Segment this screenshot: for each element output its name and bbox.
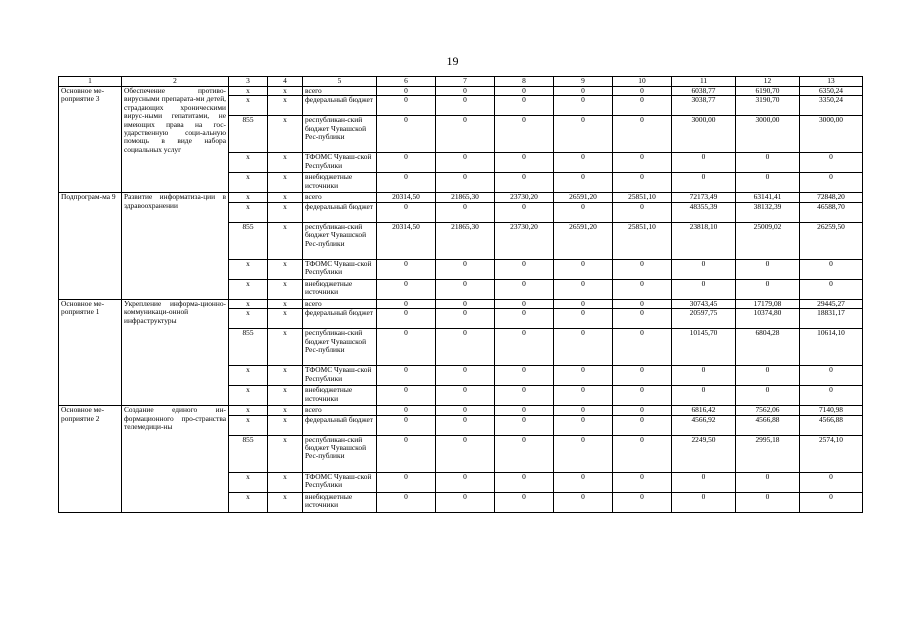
value-cell: 0 (495, 173, 554, 193)
column-3-cell: x (229, 153, 268, 173)
funding-source: ТФОМС Чуваш-ской Республики (303, 366, 377, 386)
value-cell: 0 (436, 492, 495, 512)
value-cell: 38132,39 (736, 202, 800, 222)
value-cell: 0 (377, 116, 436, 153)
column-4-cell: x (268, 299, 303, 308)
value-cell: 0 (613, 153, 672, 173)
value-cell: 0 (495, 153, 554, 173)
value-cell: 0 (377, 386, 436, 406)
value-cell: 0 (436, 329, 495, 366)
value-cell: 0 (800, 173, 863, 193)
value-cell: 7562,06 (736, 406, 800, 415)
funding-source: федеральный бюджет (303, 309, 377, 329)
value-cell: 0 (495, 259, 554, 279)
value-cell: 0 (613, 259, 672, 279)
value-cell: 0 (613, 472, 672, 492)
value-cell: 0 (613, 202, 672, 222)
value-cell: 0 (736, 366, 800, 386)
value-cell: 0 (554, 153, 613, 173)
value-cell: 46588,70 (800, 202, 863, 222)
value-cell: 0 (613, 492, 672, 512)
value-cell: 0 (495, 329, 554, 366)
value-cell: 0 (377, 435, 436, 472)
column-header: 12 (736, 77, 800, 87)
value-cell: 25009,02 (736, 222, 800, 259)
value-cell: 0 (436, 472, 495, 492)
value-cell: 0 (554, 279, 613, 299)
column-4-cell: x (268, 406, 303, 415)
value-cell: 4566,92 (672, 415, 736, 435)
value-cell: 21865,30 (436, 193, 495, 202)
funding-source: республикан-ский бюджет Чувашской Рес-публики (303, 435, 377, 472)
value-cell: 0 (613, 435, 672, 472)
value-cell: 6190,70 (736, 87, 800, 96)
value-cell: 3000,00 (736, 116, 800, 153)
value-cell: 20597,75 (672, 309, 736, 329)
table-header (59, 77, 863, 87)
value-cell: 0 (495, 279, 554, 299)
value-cell: 23818,10 (672, 222, 736, 259)
value-cell: 72173,49 (672, 193, 736, 202)
column-4-cell: x (268, 96, 303, 116)
value-cell: 0 (613, 386, 672, 406)
value-cell: 0 (436, 309, 495, 329)
funding-source: внебюджетные источники (303, 279, 377, 299)
value-cell: 0 (436, 153, 495, 173)
column-3-cell: x (229, 386, 268, 406)
value-cell: 0 (495, 472, 554, 492)
column-header: 9 (554, 77, 613, 87)
column-4-cell: x (268, 222, 303, 259)
value-cell: 0 (554, 472, 613, 492)
value-cell: 0 (436, 415, 495, 435)
value-cell: 6804,28 (736, 329, 800, 366)
value-cell: 0 (554, 386, 613, 406)
value-cell: 0 (554, 492, 613, 512)
value-cell: 0 (377, 259, 436, 279)
value-cell: 0 (672, 153, 736, 173)
value-cell: 0 (495, 309, 554, 329)
value-cell: 0 (736, 173, 800, 193)
column-header: 3 (229, 77, 268, 87)
value-cell: 30743,45 (672, 299, 736, 308)
column-3-cell: 855 (229, 222, 268, 259)
value-cell: 0 (436, 406, 495, 415)
column-3-cell: x (229, 366, 268, 386)
value-cell: 0 (672, 259, 736, 279)
value-cell: 0 (800, 386, 863, 406)
column-4-cell: x (268, 153, 303, 173)
column-4-cell: x (268, 435, 303, 472)
value-cell: 0 (495, 87, 554, 96)
value-cell: 0 (436, 435, 495, 472)
column-4-cell: x (268, 309, 303, 329)
value-cell: 0 (436, 279, 495, 299)
value-cell: 4566,88 (800, 415, 863, 435)
value-cell: 3000,00 (800, 116, 863, 153)
value-cell: 0 (377, 173, 436, 193)
program-label: Основное ме-роприятие 2 (59, 406, 122, 512)
value-cell: 0 (672, 472, 736, 492)
value-cell: 2249,50 (672, 435, 736, 472)
value-cell: 7140,98 (800, 406, 863, 415)
value-cell: 0 (377, 406, 436, 415)
budget-table (58, 76, 863, 513)
value-cell: 0 (554, 406, 613, 415)
column-header: 5 (303, 77, 377, 87)
value-cell: 0 (436, 299, 495, 308)
value-cell: 0 (800, 492, 863, 512)
value-cell: 6038,77 (672, 87, 736, 96)
value-cell: 0 (800, 472, 863, 492)
value-cell: 0 (672, 492, 736, 512)
value-cell: 10614,10 (800, 329, 863, 366)
value-cell: 0 (613, 173, 672, 193)
column-header: 2 (122, 77, 229, 87)
value-cell: 0 (800, 259, 863, 279)
column-header: 7 (436, 77, 495, 87)
column-4-cell: x (268, 386, 303, 406)
program-name: Создание единого ин-формационного про-странства телемедици-ны (122, 406, 229, 512)
value-cell: 0 (377, 299, 436, 308)
value-cell: 0 (377, 366, 436, 386)
column-4-cell: x (268, 492, 303, 512)
value-cell: 0 (736, 259, 800, 279)
value-cell: 0 (436, 173, 495, 193)
column-4-cell: x (268, 87, 303, 96)
value-cell: 0 (554, 366, 613, 386)
table-row (59, 299, 863, 308)
value-cell: 0 (554, 309, 613, 329)
value-cell: 0 (554, 435, 613, 472)
column-3-cell: x (229, 87, 268, 96)
value-cell: 0 (377, 329, 436, 366)
value-cell: 0 (377, 415, 436, 435)
column-3-cell: 855 (229, 116, 268, 153)
page-number: 19 (446, 54, 459, 68)
value-cell: 0 (672, 279, 736, 299)
column-3-cell: x (229, 173, 268, 193)
funding-source: всего (303, 193, 377, 202)
column-3-cell: x (229, 96, 268, 116)
funding-source: внебюджетные источники (303, 173, 377, 193)
value-cell: 0 (436, 96, 495, 116)
value-cell: 2995,18 (736, 435, 800, 472)
value-cell: 0 (554, 116, 613, 153)
column-4-cell: x (268, 173, 303, 193)
value-cell: 0 (554, 202, 613, 222)
value-cell: 26591,20 (554, 193, 613, 202)
value-cell: 0 (436, 87, 495, 96)
column-3-cell: x (229, 472, 268, 492)
value-cell: 0 (495, 492, 554, 512)
value-cell: 0 (495, 435, 554, 472)
value-cell: 0 (800, 153, 863, 173)
value-cell: 0 (495, 96, 554, 116)
value-cell: 25851,10 (613, 222, 672, 259)
column-4-cell: x (268, 202, 303, 222)
value-cell: 0 (554, 87, 613, 96)
column-header: 10 (613, 77, 672, 87)
value-cell: 0 (554, 259, 613, 279)
value-cell: 3038,77 (672, 96, 736, 116)
value-cell: 0 (613, 406, 672, 415)
value-cell: 0 (613, 299, 672, 308)
value-cell: 0 (495, 366, 554, 386)
value-cell: 23730,20 (495, 193, 554, 202)
value-cell: 3190,70 (736, 96, 800, 116)
value-cell: 0 (613, 329, 672, 366)
value-cell: 0 (736, 279, 800, 299)
value-cell: 6350,24 (800, 87, 863, 96)
value-cell: 20314,50 (377, 193, 436, 202)
value-cell: 4566,88 (736, 415, 800, 435)
value-cell: 20314,50 (377, 222, 436, 259)
funding-source: федеральный бюджет (303, 96, 377, 116)
value-cell: 0 (377, 96, 436, 116)
column-3-cell: 855 (229, 329, 268, 366)
value-cell: 0 (436, 202, 495, 222)
value-cell: 18831,17 (800, 309, 863, 329)
header-row (59, 77, 863, 87)
value-cell: 0 (377, 202, 436, 222)
column-header: 4 (268, 77, 303, 87)
value-cell: 0 (800, 366, 863, 386)
value-cell: 63141,41 (736, 193, 800, 202)
value-cell: 21865,30 (436, 222, 495, 259)
table-row (59, 87, 863, 96)
column-3-cell: x (229, 492, 268, 512)
value-cell: 0 (377, 309, 436, 329)
value-cell: 0 (436, 116, 495, 153)
value-cell: 0 (436, 366, 495, 386)
value-cell: 6816,42 (672, 406, 736, 415)
value-cell: 0 (377, 153, 436, 173)
column-3-cell: x (229, 279, 268, 299)
value-cell: 0 (554, 329, 613, 366)
value-cell: 29445,27 (800, 299, 863, 308)
value-cell: 72848,20 (800, 193, 863, 202)
value-cell: 0 (613, 279, 672, 299)
column-4-cell: x (268, 116, 303, 153)
value-cell: 10145,70 (672, 329, 736, 366)
funding-source: федеральный бюджет (303, 415, 377, 435)
value-cell: 0 (672, 173, 736, 193)
value-cell: 0 (736, 492, 800, 512)
value-cell: 0 (613, 96, 672, 116)
funding-source: всего (303, 87, 377, 96)
value-cell: 0 (672, 386, 736, 406)
funding-source: внебюджетные источники (303, 386, 377, 406)
value-cell: 26591,20 (554, 222, 613, 259)
value-cell: 0 (377, 492, 436, 512)
column-header: 1 (59, 77, 122, 87)
column-4-cell: x (268, 472, 303, 492)
funding-source: всего (303, 299, 377, 308)
column-header: 8 (495, 77, 554, 87)
funding-source: республикан-ский бюджет Чувашской Рес-публики (303, 329, 377, 366)
table-row (59, 406, 863, 415)
program-name: Укрепление информа-ционно-коммуникаци-онной инфраструктуры (122, 299, 229, 405)
value-cell: 3000,00 (672, 116, 736, 153)
column-4-cell: x (268, 279, 303, 299)
funding-source: внебюджетные источники (303, 492, 377, 512)
program-name: Развитие информатиза-ции в здравоохранении (122, 193, 229, 299)
column-4-cell: x (268, 366, 303, 386)
value-cell: 0 (436, 386, 495, 406)
value-cell: 0 (672, 366, 736, 386)
column-3-cell: x (229, 299, 268, 308)
value-cell: 0 (736, 153, 800, 173)
value-cell: 0 (613, 116, 672, 153)
value-cell: 0 (495, 406, 554, 415)
funding-source: ТФОМС Чуваш-ской Республики (303, 472, 377, 492)
value-cell: 0 (554, 96, 613, 116)
funding-source: ТФОМС Чуваш-ской Республики (303, 153, 377, 173)
value-cell: 0 (495, 202, 554, 222)
value-cell: 0 (495, 415, 554, 435)
value-cell: 0 (613, 309, 672, 329)
column-3-cell: 855 (229, 435, 268, 472)
value-cell: 3350,24 (800, 96, 863, 116)
column-header: 13 (800, 77, 863, 87)
table-body (59, 87, 863, 513)
value-cell: 0 (800, 279, 863, 299)
value-cell: 23730,20 (495, 222, 554, 259)
column-header: 11 (672, 77, 736, 87)
program-label: Подпрограм-ма 9 (59, 193, 122, 299)
value-cell: 0 (554, 173, 613, 193)
column-4-cell: x (268, 329, 303, 366)
value-cell: 17179,08 (736, 299, 800, 308)
value-cell: 2574,10 (800, 435, 863, 472)
value-cell: 0 (613, 415, 672, 435)
value-cell: 10374,80 (736, 309, 800, 329)
value-cell: 0 (613, 87, 672, 96)
funding-source: федеральный бюджет (303, 202, 377, 222)
column-4-cell: x (268, 415, 303, 435)
program-name: Обеспечение противо-вирусными препарата-ми детей, страдающих хроническими вирус-ными гепатитами, не имеющих права на гос-ударственную соци-альную помощь в виде набора социальных услуг (122, 87, 229, 193)
program-label: Основное ме-роприятие 3 (59, 87, 122, 193)
value-cell: 0 (495, 116, 554, 153)
value-cell: 0 (554, 299, 613, 308)
column-3-cell: x (229, 309, 268, 329)
value-cell: 0 (377, 472, 436, 492)
funding-source: республикан-ский бюджет Чувашской Рес-публики (303, 222, 377, 259)
funding-source: всего (303, 406, 377, 415)
funding-source: республикан-ский бюджет Чувашской Рес-публики (303, 116, 377, 153)
value-cell: 48355,39 (672, 202, 736, 222)
value-cell: 0 (377, 279, 436, 299)
column-3-cell: x (229, 193, 268, 202)
value-cell: 0 (554, 415, 613, 435)
value-cell: 0 (377, 87, 436, 96)
value-cell: 0 (613, 366, 672, 386)
funding-source: ТФОМС Чуваш-ской Республики (303, 259, 377, 279)
value-cell: 0 (495, 386, 554, 406)
value-cell: 0 (436, 259, 495, 279)
column-4-cell: x (268, 259, 303, 279)
value-cell: 0 (495, 299, 554, 308)
column-3-cell: x (229, 406, 268, 415)
column-3-cell: x (229, 259, 268, 279)
table-row (59, 193, 863, 202)
program-label: Основное ме-роприятие 1 (59, 299, 122, 405)
value-cell: 0 (736, 472, 800, 492)
column-4-cell: x (268, 193, 303, 202)
value-cell: 26259,50 (800, 222, 863, 259)
value-cell: 25851,10 (613, 193, 672, 202)
value-cell: 0 (736, 386, 800, 406)
column-header: 6 (377, 77, 436, 87)
column-3-cell: x (229, 415, 268, 435)
column-3-cell: x (229, 202, 268, 222)
